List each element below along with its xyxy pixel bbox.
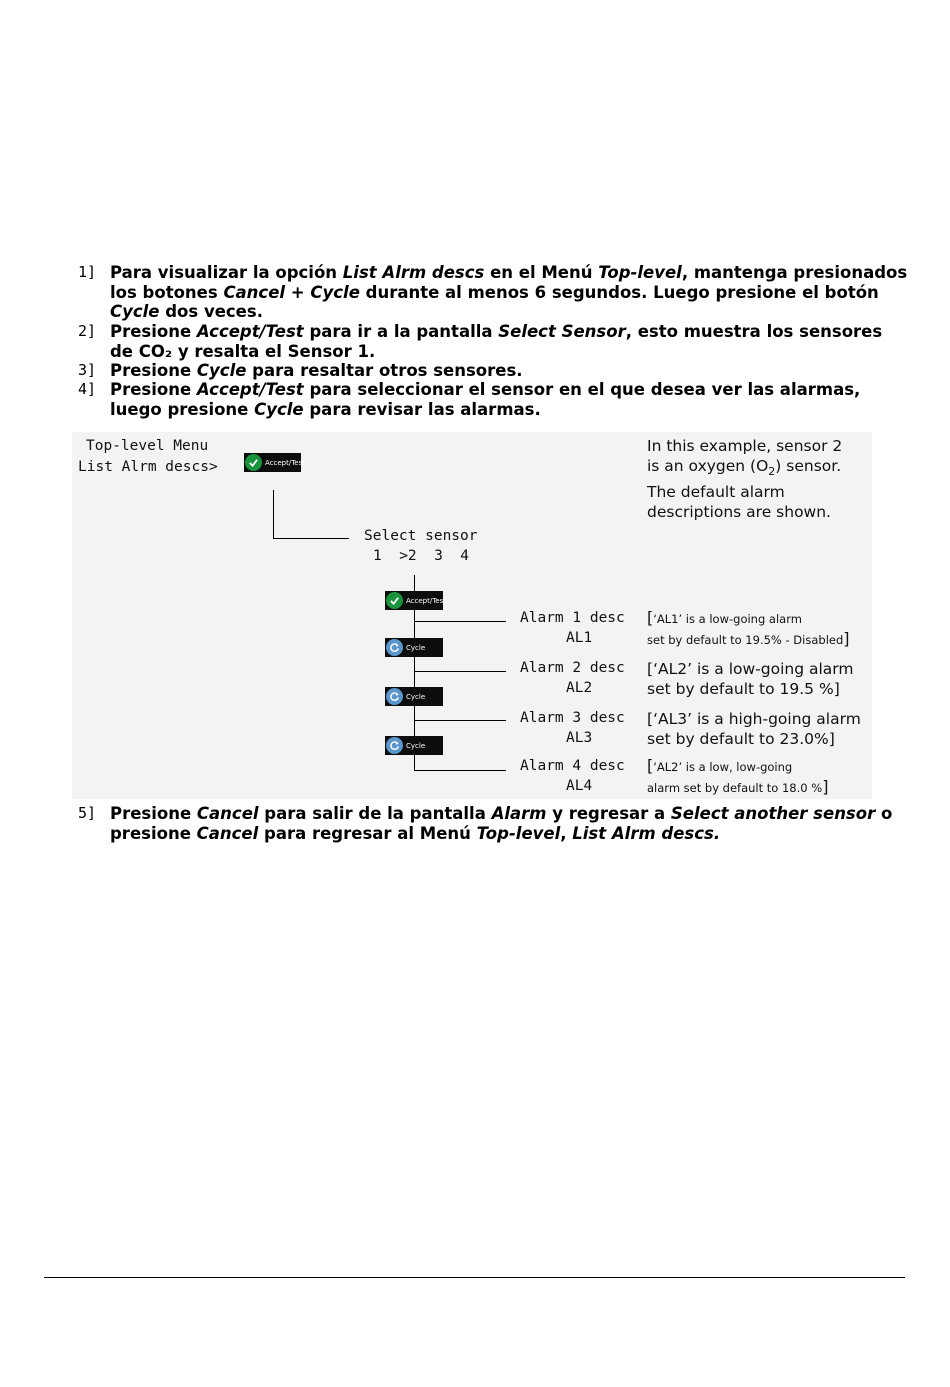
step-number: 1]	[78, 263, 97, 281]
step-text	[110, 263, 908, 322]
step-3	[78, 361, 908, 381]
alarm-menu-diagram	[72, 432, 872, 799]
step-2	[78, 322, 908, 361]
sensor-list: 1 >2 3 4	[373, 548, 470, 564]
connector-line	[414, 770, 506, 771]
select-sensor-label: Select sensor	[364, 528, 478, 544]
cycle-button[interactable]	[385, 638, 443, 657]
step-text-segment: en el Menú	[484, 263, 599, 282]
accept-test-button[interactable]	[385, 591, 447, 610]
step-text-segment: , mantenga presionados los botones	[110, 263, 908, 302]
emphasized-term: Select Sensor	[498, 322, 626, 341]
emphasized-term: Accept/Test	[196, 322, 304, 341]
emphasized-term: Cycle	[110, 302, 160, 321]
emphasized-term: Cancel	[196, 823, 259, 843]
footer-divider	[44, 1277, 905, 1278]
check-icon	[386, 592, 403, 609]
connector-line	[414, 671, 506, 672]
button-label: Cycle	[406, 643, 426, 652]
alarm-title: Alarm 4 desc	[520, 758, 625, 774]
emphasized-term: Accept/Test	[196, 380, 304, 399]
alarm-description: [‘AL2’ is a low, low-going alarm set by default to 18.0 %]	[647, 756, 829, 796]
emphasized-term: Cycle	[254, 399, 304, 419]
step-text-segment: , esto muestra los sensores de CO₂ y resalta el Sensor 1.	[110, 322, 883, 361]
button-label: Accept/Test	[265, 458, 306, 467]
alarm-title: Alarm 3 desc	[520, 710, 625, 726]
cycle-icon	[386, 737, 403, 754]
step-text-segment: y regresar a	[546, 804, 671, 823]
step-number: 2]	[78, 322, 97, 340]
example-note: In this example, sensor 2 is an oxygen $(O_2)$ sensor. The default alarm descriptions are shown.	[647, 437, 843, 522]
step-text	[110, 804, 908, 843]
emphasized-term: Cycle	[310, 282, 360, 302]
emphasized-term: Alarm	[491, 804, 547, 823]
step-text	[110, 380, 908, 419]
button-label: Accept/Test	[406, 596, 447, 605]
alarm-code: AL4	[566, 778, 593, 794]
emphasized-term: Select another sensor	[670, 804, 876, 823]
alarm-description: [‘AL2’ is a low-going alarm set by default to 19.5 %]	[647, 660, 854, 698]
emphasized-term: Cancel	[196, 804, 259, 823]
step-text-segment: para resaltar otros sensores.	[246, 361, 523, 380]
step-text-segment: Presione	[110, 380, 197, 399]
cycle-button[interactable]	[385, 687, 443, 706]
top-level-menu-label: Top-level Menu	[86, 438, 209, 454]
connector-line	[273, 490, 274, 538]
step-text-segment: +	[285, 282, 311, 302]
emphasized-term: List Alrm descs	[342, 263, 485, 282]
step-1	[78, 263, 908, 322]
alarm-code: AL3	[566, 730, 593, 746]
alarm-description: [‘AL3’ is a high-going alarm set by default to 23.0%]	[647, 710, 861, 748]
cycle-button[interactable]	[385, 736, 443, 755]
list-alrm-descs-label: List Alrm descs>	[78, 459, 218, 475]
alarm-code: AL1	[566, 630, 593, 646]
emphasized-term: Top-level	[598, 263, 682, 282]
connector-line	[273, 538, 349, 539]
check-icon	[245, 454, 262, 471]
emphasized-term: Cancel	[223, 282, 286, 302]
step-number: 4]	[78, 380, 97, 398]
step-text-segment: para seleccionar el sensor en el que desea ver las alarmas, luego presione	[110, 380, 861, 419]
step-text-segment: o presione	[110, 804, 893, 843]
step-text	[110, 361, 908, 381]
step-4	[78, 380, 908, 419]
cycle-icon	[386, 639, 403, 656]
cycle-icon	[386, 688, 403, 705]
step-text-segment: para salir de la pantalla	[258, 804, 492, 823]
button-label: Cycle	[406, 741, 426, 750]
emphasized-term: List Alrm descs.	[572, 823, 721, 843]
step-text-segment: para ir a la pantalla	[303, 322, 499, 341]
step-text-segment: Presione	[110, 804, 197, 823]
step-text-segment: Presione	[110, 361, 197, 380]
step-text-segment: para regresar al Menú	[258, 823, 477, 843]
alarm-description: [‘AL1’ is a low-going alarm set by default to 19.5% - Disabled]	[647, 608, 850, 648]
alarm-title: Alarm 2 desc	[520, 660, 625, 676]
alarm-code: AL2	[566, 680, 593, 696]
step-text-segment: durante al menos 6 segundos. Luego presione el botón	[359, 282, 879, 302]
step-text-segment: Presione	[110, 322, 197, 341]
emphasized-term: Cycle	[196, 361, 247, 380]
alarm-title: Alarm 1 desc	[520, 610, 625, 626]
connector-line	[414, 720, 506, 721]
step-text-segment: para revisar las alarmas.	[303, 399, 541, 419]
emphasized-term: Top-level	[476, 823, 561, 843]
step-text-segment: ,	[560, 823, 573, 843]
step-number: 3]	[78, 361, 97, 379]
button-label: Cycle	[406, 692, 426, 701]
accept-test-button[interactable]	[244, 453, 306, 472]
connector-line	[414, 621, 506, 622]
step-5	[78, 804, 908, 843]
step-text-segment: dos veces.	[159, 302, 263, 321]
step-text	[110, 322, 908, 361]
step-text-segment: Para visualizar la opción	[110, 263, 343, 282]
step-number: 5]	[78, 804, 97, 822]
